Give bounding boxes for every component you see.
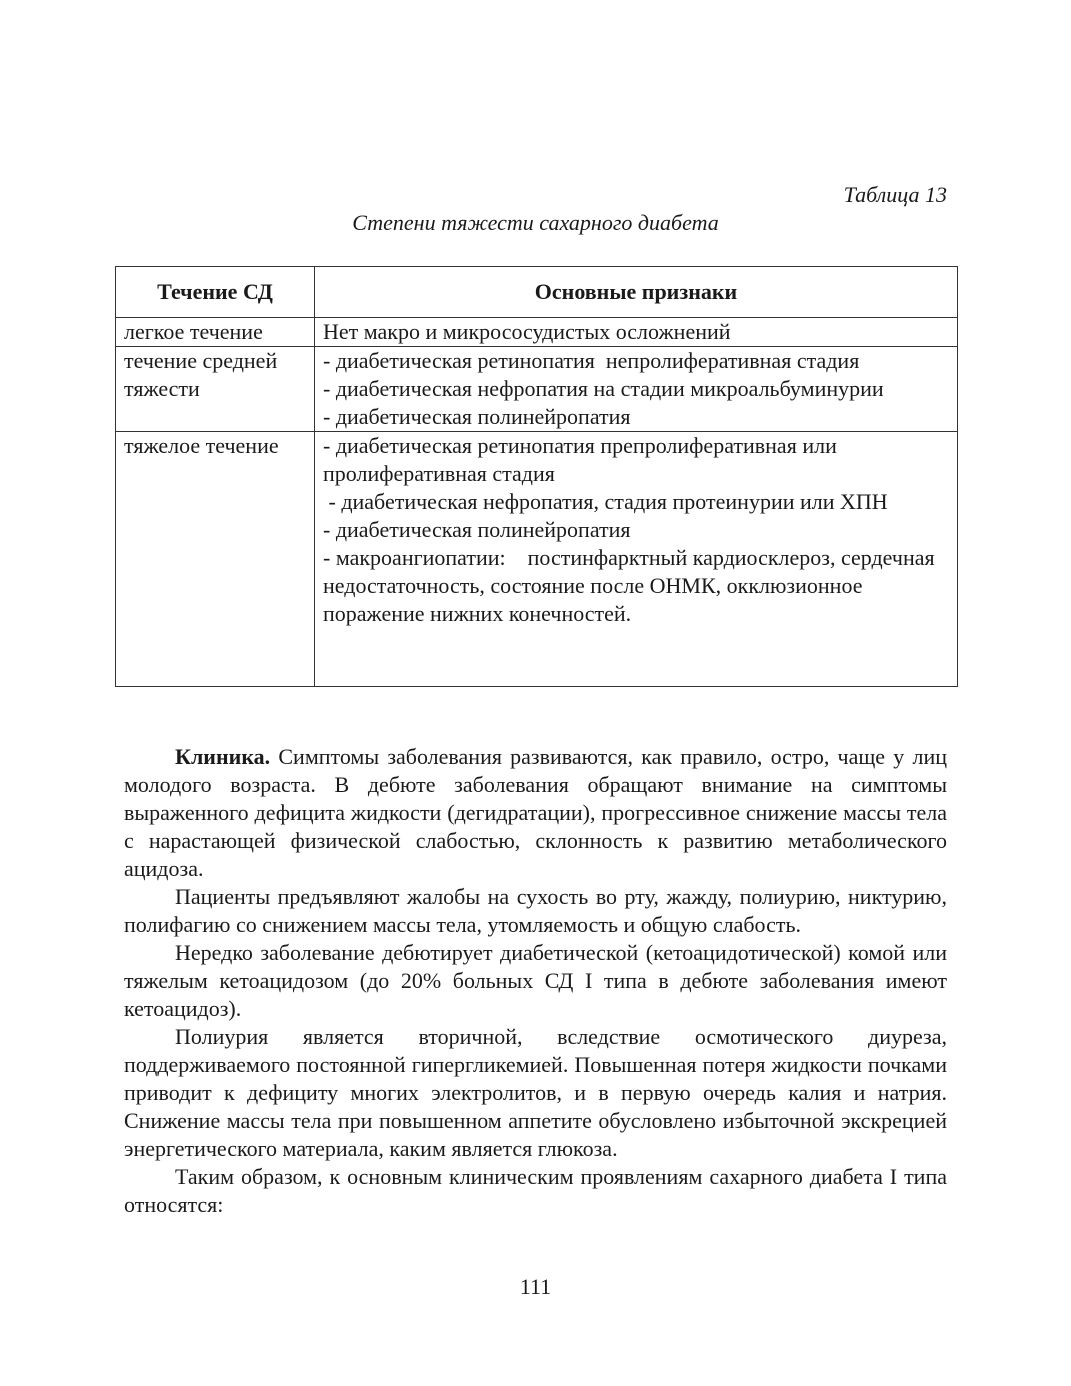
table-number: Таблица 13 [843,182,947,207]
cell-text: - диабетическая полинейропатия [323,404,631,429]
header-signs: Основные признаки [315,267,958,318]
cell-text: - диабетическая нефропатия, стадия протеинурии или ХПН [323,489,888,514]
cell-text: - диабетическая полинейропатия [323,517,631,542]
cell-signs [315,318,958,347]
table-header-row [116,267,958,318]
table-row-moderate [116,347,958,432]
page-number: 111 [519,1274,552,1299]
cell-course [116,318,315,347]
paragraph-text: Нередко заболевание дебютирует диабетической (кетоацидотической) комой или тяжелым кетоацидозом (до 20% больных СД I типа в дебюте заболевания имеют кетоацидоз). [124,940,947,1021]
paragraph [124,939,947,1023]
severity-table [115,266,958,687]
cell-course [116,432,315,687]
body-text [124,743,947,1219]
cell-signs [315,432,958,687]
paragraph-text: Симптомы заболевания развиваются, как правило, остро, чаще у лиц молодого возраста. В дебюте заболевания обращают внимание на симптомы выраженного дефицита жидкости (дегидратации), прогрессивное снижение массы тела с нарастающей физической слабостью, склонность к развитию метаболического ацидоза. [124,744,947,881]
header-course: Течение СД [116,267,315,318]
paragraph-text: Пациенты предъявляют жалобы на сухость во рту, жажду, полиурию, никтурию, полифагию со снижением массы тела, утомляемость и общую слабость. [124,884,947,937]
cell-text: - диабетическая ретинопатия препролиферативная или пролиферативная стадия [323,433,843,486]
paragraph [124,743,947,883]
cell-text: - диабетическая ретинопатия непролиферативная стадия [323,348,860,373]
cell-course [116,347,315,432]
table-row-severe [116,432,958,687]
cell-text: тяжести [124,376,200,401]
cell-text: Нет макро и микрососудистых осложнений [323,319,731,344]
cell-text: течение средней [124,348,278,373]
paragraph [124,1023,947,1163]
table-row-mild [116,318,958,347]
cell-text: легкое течение [124,319,263,344]
paragraph-text: Полиурия является вторичной, вследствие осмотического диуреза, поддерживаемого постоянной гипергликемией. Повышенная потеря жидкости почками приводит к дефициту многих электролитов, и в первую очередь калия и натрия. Снижение массы тела при повышенном аппетите обусловлено избыточной экскрецией энергетического материала, каким является глюкоза. [124,1024,947,1161]
cell-signs [315,347,958,432]
cell-text: - диабетическая нефропатия на стадии микроальбуминурии [323,376,884,401]
paragraph-text: Таким образом, к основным клиническим проявлениям сахарного диабета I типа относятся: [124,1164,947,1217]
paragraph [124,1163,947,1219]
table-title: Степени тяжести сахарного диабета [352,210,719,235]
paragraph-lead: Клиника. [175,744,271,769]
cell-text: - макроангиопатии: постинфарктный кардиосклероз, сердечная недостаточность, состояние после ОНМК, окклюзионное поражение нижних конечностей. [323,545,941,626]
cell-text: тяжелое течение [124,433,279,458]
paragraph [124,883,947,939]
